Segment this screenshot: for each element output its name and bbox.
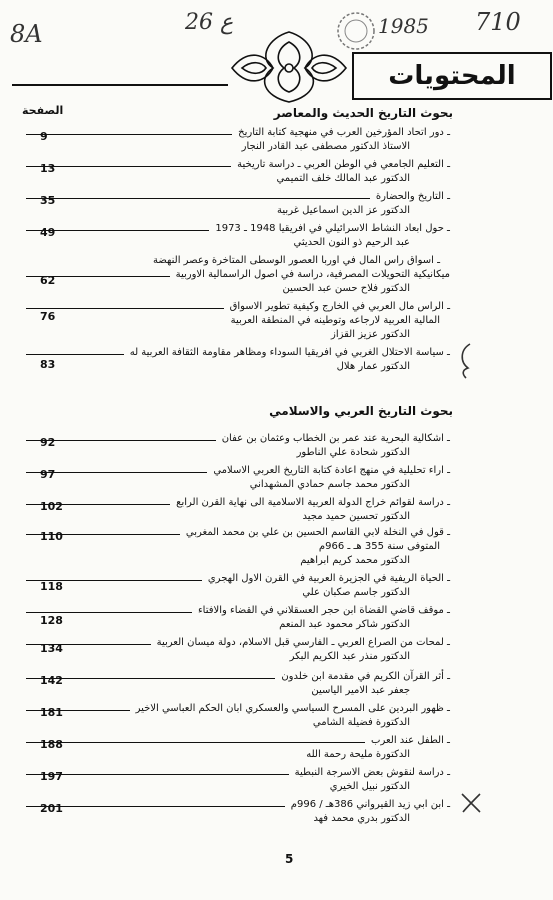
dot-leader (26, 766, 289, 775)
entry-author: الدكتور محمد جاسم حمادي المشهداني (249, 479, 410, 490)
entry-author: الدكتور شحادة علي الناطور (296, 447, 410, 458)
entry-title: ـ قول في النخلة لابي القاسم الحسين بن علي بن محمد المغربي (185, 527, 450, 538)
toc-entry[interactable] (20, 572, 450, 600)
toc-entry[interactable] (20, 432, 450, 460)
toc-entry[interactable] (20, 798, 450, 826)
entry-title: ـ حول ابعاد النشاط الاسرائيلي في افريقيا 1948 ـ 1973 (215, 223, 450, 234)
handwritten-x-mark-icon (458, 790, 484, 816)
toc-entry[interactable] (20, 702, 450, 730)
entry-title: ـ ظهور البردين على المسرح السياسي والعسكري ابان الحكم العباسي الاخير (135, 703, 450, 714)
contents-title-box (352, 52, 552, 100)
entry-title: ـ ابن ابي زيد القيرواني 386هـ / 996م (290, 799, 450, 810)
entry-title: ـ الطفل عند العرب (371, 735, 450, 746)
entry-title: ـ الراس مال العربي في الخارج وكيفية تطوير الاسواق (229, 301, 450, 312)
entry-author: عبد الرحيم ذو النون الحديثي (293, 237, 410, 248)
entry-page-number: 35 (40, 194, 56, 207)
entry-author: الدكتور بدري محمد فهد (313, 813, 410, 824)
dot-leader (26, 604, 192, 613)
handwritten-year: 1985 (378, 14, 429, 38)
entry-author: الدكتورة فضيلة الشامي (312, 717, 410, 728)
toc-entry[interactable] (20, 604, 450, 632)
entry-page-number: 201 (40, 802, 63, 815)
entry-page-number: 76 (40, 310, 56, 323)
dot-leader (26, 126, 232, 135)
toc-entry[interactable] (20, 300, 450, 342)
entry-author: الدكتور فلاح حسن عبد الحسين (282, 283, 410, 294)
toc-entry[interactable] (20, 670, 450, 698)
entry-page-number: 110 (40, 530, 63, 543)
dot-leader (26, 670, 275, 679)
entry-page-number: 181 (40, 706, 63, 719)
entry-page-number: 83 (40, 358, 56, 371)
dot-leader (26, 158, 231, 167)
entry-page-number: 128 (40, 614, 63, 627)
entry-page-number: 62 (40, 274, 56, 287)
page-column-label: الصفحة (22, 104, 64, 117)
entry-title-continued: المالية العربية لارجاعه وتوطينه في المنطقة العربية (230, 315, 440, 326)
entry-title: ـ اسواق راس المال في اوربا العصور الوسطى المتاخرة وعصر النهضة (153, 255, 440, 266)
dot-leader (26, 346, 124, 355)
toc-entry[interactable] (20, 526, 450, 568)
entry-author: الدكتور جاسم صكبان علي (302, 587, 410, 598)
entry-title: ـ لمحات من الصراع العربي ـ الفارسي قبل الاسلام، دولة ميسان العربية (156, 637, 450, 648)
entry-title-continued: ميكانيكية التحويلات المصرفية، دراسة في اصول الراسمالية الاوربية (175, 269, 450, 280)
handwritten-note-top-left: 8A (10, 20, 43, 48)
entry-title: ـ سياسة الاحتلال الغربي في افريقيا السوداء ومظاهر مقاومة الثقافة العربية له (129, 347, 450, 358)
toc-entry[interactable] (20, 734, 450, 762)
entry-author: الاستاذ الدكتور مصطفى عبد القادر النجار (241, 141, 410, 152)
entry-author: الدكتور منذر عبد الكريم البكر (289, 651, 410, 662)
entry-page-number: 49 (40, 226, 56, 239)
entry-page-number: 102 (40, 500, 63, 513)
entry-author: الدكتور عزيز القزاز (331, 329, 410, 340)
entry-title: ـ الحياة الريفية في الجزيرة العربية في القرن الاول الهجري (207, 573, 450, 584)
entry-title-continued: المتوفى سنة 355 هـ ـ 966م (318, 541, 440, 552)
entry-author: الدكتور عبد المالك خلف التميمي (276, 173, 410, 184)
entry-page-number: 9 (40, 130, 48, 143)
toc-entry[interactable] (20, 126, 450, 154)
toc-entry[interactable] (20, 222, 450, 250)
entry-author: الدكتور تحسين حميد مجيد (302, 511, 410, 522)
header-rule (12, 84, 228, 86)
entry-title: ـ موقف قاضي القضاة ابن حجر العسقلاني في القضاء والافتاء (197, 605, 450, 616)
handwritten-note-top-right: 710 (475, 8, 521, 36)
toc-entry[interactable] (20, 190, 450, 218)
entry-author: الدكتور عز الدين اسماعيل غربية (277, 205, 410, 216)
dot-leader (26, 734, 365, 743)
toc-entry[interactable] (20, 464, 450, 492)
entry-page-number: 142 (40, 674, 63, 687)
entry-author: الدكتور عمار هلال (336, 361, 410, 372)
dot-leader (26, 300, 224, 309)
entry-author: الدكتور نبيل الخيري (329, 781, 410, 792)
dot-leader (26, 798, 285, 807)
dot-leader (26, 190, 370, 199)
entry-title: ـ التاريخ والحضارة (375, 191, 450, 202)
entry-author: الدكتور محمد كريم ابراهيم (300, 555, 410, 566)
handwritten-bracket-mark-icon (456, 340, 476, 380)
entry-title: ـ التعليم الجامعي في الوطن العربي ـ دراسة تاريخية (237, 159, 450, 170)
entry-author: جعفر عبد الامير الياسين (311, 685, 410, 696)
arabesque-ornament-icon (228, 28, 350, 106)
entry-title: ـ أثر القرآن الكريم في مقدمة ابن خلدون (281, 671, 450, 682)
entry-title: ـ اشكالية البحرية عند عمر بن الخطاب وعثمان بن عفان (221, 433, 450, 444)
page-title: المحتويات (388, 61, 516, 91)
entry-page-number: 197 (40, 770, 63, 783)
entry-title: ـ دراسة لنقوش بعض الاسرجة النبطية (294, 767, 450, 778)
toc-entry[interactable] (20, 636, 450, 664)
toc-entry[interactable] (20, 158, 450, 186)
entry-title: ـ دراسة لقوائم خراج الدولة العربية الاسلامية الى نهاية القرن الرابع (176, 497, 450, 508)
entry-author: الدكتور شاكر محمود عبد المنعم (279, 619, 410, 630)
toc-entry[interactable] (20, 254, 450, 296)
toc-entry[interactable] (20, 346, 450, 374)
section-title-modern-history: بحوث التاريخ الحديث والمعاصر (273, 106, 453, 120)
entry-page-number: 97 (40, 468, 56, 481)
entry-title: ـ اراء تحليلية في منهج اعادة كتابة التاريخ العربي الاسلامي (213, 465, 450, 476)
toc-entry[interactable] (20, 496, 450, 524)
handwritten-note-top-middle: 26 ع (185, 10, 234, 35)
page-footer-number: 5 (285, 852, 294, 866)
entry-page-number: 118 (40, 580, 63, 593)
entry-page-number: 188 (40, 738, 63, 751)
entry-page-number: 92 (40, 436, 56, 449)
toc-entry[interactable] (20, 766, 450, 794)
entry-title: ـ دور اتحاد المؤرخين العرب في منهجية كتابة التاريخ (238, 127, 450, 138)
section-title-arab-islamic-history: بحوث التاريخ العربي والاسلامي (269, 404, 453, 418)
entry-author: الدكتورة مليحة رحمة الله (306, 749, 410, 760)
entry-page-number: 13 (40, 162, 56, 175)
entry-page-number: 134 (40, 642, 63, 655)
